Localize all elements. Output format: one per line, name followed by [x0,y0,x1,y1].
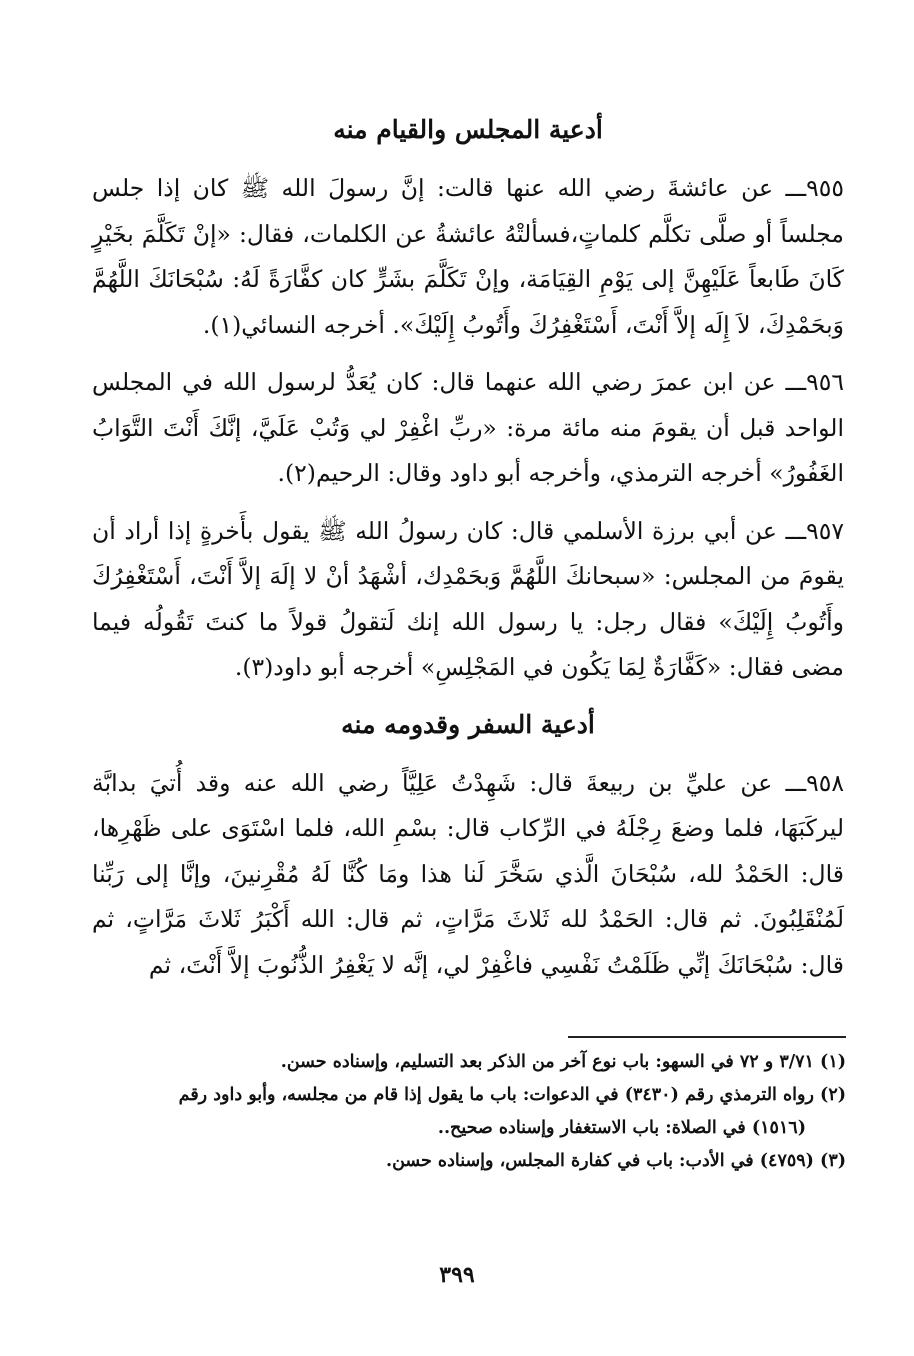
hadith-text: عن عليِّ بن ربيعةَ قال: شَهِدْتُ عَلِيَّاً رضي الله عنه وقد أُتيَ بدابَّة ليركَبَهَا، فلما وضعَ رِجْلَهُ في الرِّكاب قال: بسْمِ الله، فلما اسْتَوَى على ظَهْرِها، قال: الحَمْدُ لله، سُبْحَانَ الَّذي سَخَّرَ لَنا هذا ومَا كُنَّا لَهُ مُقْرِنينَ، وإنَّا إلى رَبِّنا لَمُنْقَلِبُونَ. ثم قال: الحَمْدُ لله ثَلاثَ مَرَّاتٍ، ثم قال: الله أَكْبَرُ ثَلاثَ مَرَّاتٍ، ثم قال: سُبْحَانَكَ إنِّي ظَلَمْتُ نَفْسِي فاغْفِرْ لي، إنَّه لا يَغْفِرُ الذُّنُوبَ إلاَّ أَنْتَ، ثم [92,768,844,979]
hadith-text: عن أبي برزة الأسلمي قال: كان رسولُ الله ﷺ يقول بأَخرةٍ إذا أراد أن يقومَ من المجلس: «سبحانكَ اللَّهُمَّ وَبحَمْدِك، أشْهَدُ أنْ لا إلَهَ إلاَّ أَنْتَ، أَسْتَغْفِرُكَ وأَتُوبُ إِلَيْكَ» فقال رجل: يا رسول الله إنك لَتقولُ قولاً ما كنتَ تَقُولُه فيما مضى فقال: «كَفَّارَةٌ لِمَا يَكُون في المَجْلِسِ» أخرجه أبو داود(٣). [92,516,844,681]
section-title-travel: أدعية السفر وقدومه منه [341,709,595,739]
footnote-1: (١) ٣/٧١ و ٧٢ في السهو: باب نوع آخر من الذكر بعد التسليم، وإسناده حسن. [280,1052,846,1072]
hadith-number: ٩٥٨ـــ [785,768,844,797]
footnote-3: (٣) (٤٧٥٩) في الأدب: باب في كفارة المجلس، وإسناده حسن. [385,1151,846,1171]
hadith-958 [92,761,844,989]
hadith-text: عن ابن عمرَ رضي الله عنهما قال: كان يُعَدُّ لرسول الله في المجلس الواحد قبل أن يقومَ منه مائة مرة: «ربِّ اغْفِرْ لي وَتُبْ عَلَيَّ، إنَّكَ أَنْتَ التَّوَابُ الغَفُورُ» أخرجه الترمذي، وأخرجه أبو داود وقال: الرحيم(٢). [92,368,844,487]
footnote-2: (٢) رواه الترمذي رقم (٣٤٣٠) في الدعوات: باب ما يقول إذا قام من مجلسه، وأبو داود رقم [178,1085,846,1105]
hadith-955 [92,166,844,348]
hadith-number: ٩٥٧ـــ [785,516,844,545]
hadith-number: ٩٥٦ـــ [785,368,844,396]
hadith-number: ٩٥٥ـــ [785,174,844,202]
hadith-957 [92,509,844,691]
footnote-2-continued: (١٥١٦) في الصلاة: باب الاستغفار وإسناده صحيح.. [437,1118,806,1138]
hadith-text: عن عائشةَ رضي الله عنها قالت: إنَّ رسولَ الله ﷺ كان إذا جلس مجلساً أو صلَّى تكلَّم كلماتٍ،فسألتْهُ عائشةُ عن الكلمات، فقال: «إنْ تَكَلَّمَ بخَيْرٍ كَانَ طَابعاً عَلَيْهِنَّ إلى يَوْمِ القِيَامَة، وإنْ تَكَلَّمَ بشَرٍّ كان كفَّارَةً لَهُ: سُبْحَانَكَ اللَّهُمَّ وَبحَمْدِكَ، لاَ إِلَه إلاَّ أَنْتَ، أَسْتَغْفِرُكَ وأَتُوبُ إِلَيْكَ». أخرجه النسائي(١). [92,174,844,339]
section-title-majlis: أدعية المجلس والقيام منه [333,115,603,144]
footnote-separator [568,1036,846,1038]
page-number: ٣٩٩ [439,1262,475,1288]
hadith-956 [92,360,844,497]
footnotes [92,1046,846,1178]
